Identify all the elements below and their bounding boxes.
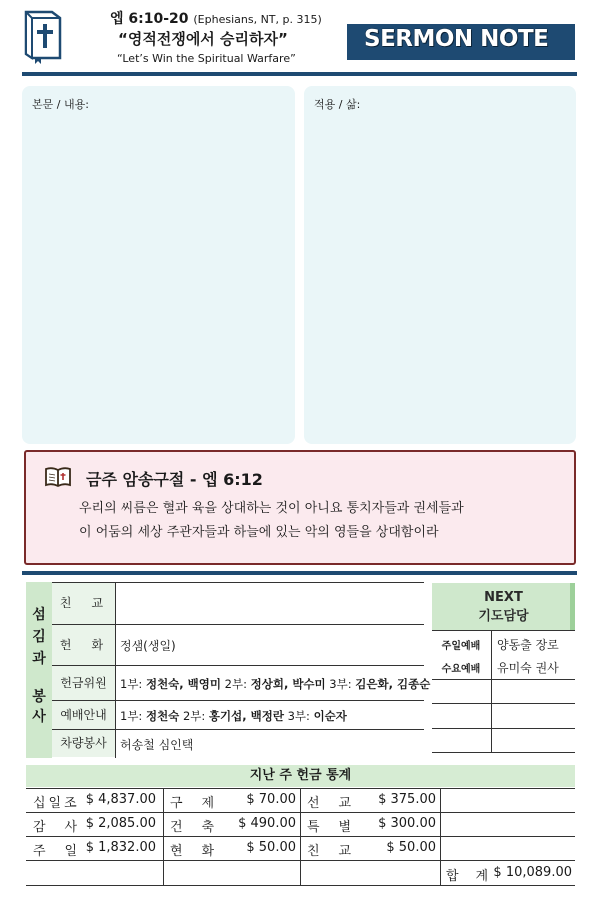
sermon-note-heading: SERMON NOTE <box>364 26 549 52</box>
table-row-rule <box>432 703 575 704</box>
memory-verse-line: 이 어둠의 세상 주관자들과 하늘에 있는 악의 영들을 상대함이라 <box>79 525 439 540</box>
offering-amount: $ 70.00 <box>246 792 296 807</box>
service-value-flowers: 정샘(생일) <box>120 639 176 653</box>
offering-amount: $ 375.00 <box>378 792 436 807</box>
memory-verse-title: 금주 암송구절 - 엡 6:12 <box>86 470 263 489</box>
note-label-content: 본문 / 내용: <box>32 98 89 111</box>
offering-amount: $ 490.00 <box>238 816 296 831</box>
next-column-divider <box>491 630 492 752</box>
offering-name: 친 교 <box>307 844 355 859</box>
table-row-rule <box>432 679 575 680</box>
service-value-offering-team: 1부: 정천숙, 백영미 2부: 정상희, 박수미 3부: 김은화, 김종순 <box>120 677 431 691</box>
sermon-title-korean: “영적전쟁에서 승리하자” <box>118 30 288 48</box>
offering-total-label: 합 계 <box>446 869 491 884</box>
service-column-divider <box>115 582 116 758</box>
side-label-char: 봉 <box>32 689 46 705</box>
reference-detail: (Ephesians, NT, p. 315) <box>193 13 322 26</box>
bible-cross-icon <box>22 8 66 64</box>
service-label-transport: 차량봉사 <box>52 730 115 757</box>
service-label-ushers: 예배안내 <box>52 701 115 729</box>
side-label-char: 김 <box>32 629 46 645</box>
offering-total-amount: $ 10,089.00 <box>493 865 572 880</box>
next-value-sunday: 양동출 장로 <box>497 638 559 652</box>
sermon-title-english: “Let’s Win the Spiritual Warfare” <box>117 52 296 65</box>
next-label-sunday: 주일예배 <box>441 641 481 652</box>
service-label-offering-team: 헌금위원 <box>52 666 115 700</box>
offering-amount: $ 50.00 <box>246 840 296 855</box>
service-value-ushers: 1부: 정천숙 2부: 홍기섭, 백정란 3부: 이순자 <box>120 709 347 723</box>
offering-amount: $ 2,085.00 <box>85 816 156 831</box>
next-prayer-heading <box>432 583 575 630</box>
offering-amount: $ 50.00 <box>386 840 436 855</box>
next-heading-line: 기도담당 <box>478 609 529 624</box>
reference-text: 엡 6:10-20 <box>110 11 189 27</box>
offering-name: 건 축 <box>170 820 218 835</box>
offering-name: 주 일 <box>33 844 81 859</box>
offering-amount: $ 4,837.00 <box>85 792 156 807</box>
heading-accent <box>570 583 575 630</box>
offering-name: 특 별 <box>307 820 355 835</box>
offering-heading: 지난 주 헌금 통계 <box>26 765 575 787</box>
note-label-application: 적용 / 삶: <box>314 98 361 111</box>
offering-col-divider <box>440 788 441 885</box>
offering-name: 십일조 <box>33 796 80 811</box>
offering-name: 선 교 <box>307 796 355 811</box>
header-divider <box>22 72 577 76</box>
service-value-transport: 허송철 심인택 <box>120 738 194 752</box>
side-label-char: 섬 <box>32 607 46 623</box>
offering-name: 구 제 <box>170 796 218 811</box>
service-label-flowers: 헌 화 <box>52 625 115 665</box>
next-value-wednesday: 유미숙 권사 <box>497 661 559 675</box>
offering-col-divider <box>300 788 301 885</box>
next-label-wednesday: 수요예배 <box>441 664 481 675</box>
table-row-rule <box>432 752 575 753</box>
service-side-label <box>26 582 52 758</box>
next-heading-line: NEXT <box>484 590 523 605</box>
open-bible-icon <box>44 466 72 488</box>
offering-name: 감 사 <box>33 820 81 835</box>
table-row-rule <box>432 728 575 729</box>
offering-col-divider <box>163 788 164 885</box>
offering-row-rule <box>26 885 575 886</box>
note-area-content[interactable] <box>22 86 295 444</box>
side-label-char: 사 <box>32 709 46 725</box>
offering-amount: $ 1,832.00 <box>85 840 156 855</box>
memory-verse-line: 우리의 씨름은 혈과 육을 상대하는 것이 아니요 통치자들과 권세들과 <box>79 501 464 516</box>
scripture-reference <box>110 8 322 28</box>
table-row-rule <box>432 630 575 631</box>
offering-name: 현 화 <box>170 844 218 859</box>
side-label-char: 과 <box>32 651 46 667</box>
offering-amount: $ 300.00 <box>378 816 436 831</box>
section-divider <box>22 571 577 575</box>
service-label-fellowship: 친 교 <box>52 583 115 624</box>
note-area-application[interactable] <box>304 86 576 444</box>
